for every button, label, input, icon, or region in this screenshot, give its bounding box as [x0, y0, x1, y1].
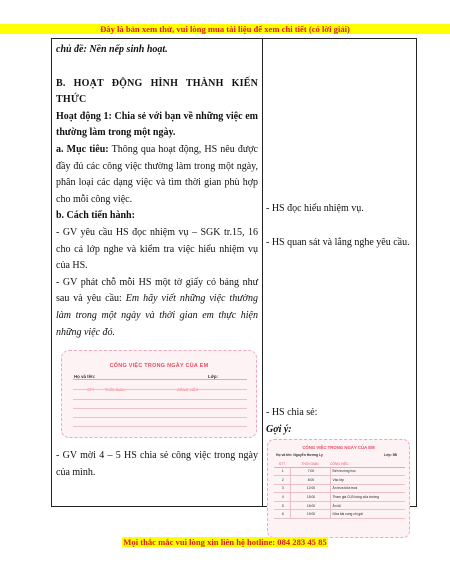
hint-label: Gợi ý:	[266, 424, 292, 435]
method-label: b. Cách tiến hành:	[56, 210, 135, 222]
teacher-activity-column	[56, 42, 258, 481]
sample-class: Lớp: 9B	[384, 453, 397, 457]
sample-col-stt: STT	[274, 461, 290, 467]
class-label: Lớp:	[208, 374, 218, 380]
blank-worksheet-card	[61, 350, 257, 438]
step-2-instruction: Em hãy viết những việc thường làm trong một ngày và thời gian em thực hiện những việc đó.	[56, 293, 258, 338]
sample-col-task: CÔNG VIỆC	[330, 461, 405, 467]
worksheet-grid	[73, 379, 247, 431]
step-1: - GV yêu cầu HS đọc nhiệm vụ – SGK tr.15, 16 cho cả lớp nghe và kiểm tra việc hiểu nhiệm vụ của HS.	[56, 226, 258, 272]
grid-line	[73, 426, 247, 427]
column-divider	[262, 39, 263, 506]
col-stt: STT	[87, 388, 95, 393]
topic-line: chủ đề: Nền nếp sinh hoạt.	[56, 44, 168, 55]
goal-paragraph	[56, 142, 258, 208]
table-row: 1 7:00 Đến trường học	[274, 467, 405, 476]
table-row: 6 19:00 Nửa bài cung chị gái	[274, 510, 405, 519]
sample-worksheet-card	[267, 439, 410, 538]
col-time: THỜI GIAN	[105, 388, 125, 393]
table-row: 4 15:00 Tham gia CLB bóng của trường	[274, 493, 405, 502]
goal-label: a. Mục tiêu:	[56, 143, 109, 155]
sample-name: Họ và tên: Nguyễn Hương Ly	[276, 453, 323, 457]
step-3: - GV mời 4 – 5 HS chia sẻ công việc trong ngày của mình.	[56, 450, 258, 478]
table-row: 5 18:00 Ăn tối	[274, 501, 405, 510]
sample-col-time: THỜI GIAN	[290, 461, 330, 467]
grid-line	[73, 399, 247, 400]
goal-text: Thông qua hoạt động, HS nêu được đầy đủ các công việc thường làm trong một ngày, phân loại các dạng việc và tìm thời gian phù hợp cho mỗi công việc.	[56, 143, 258, 205]
table-row: 2 8:00 Vào lớp	[274, 476, 405, 485]
step-2	[56, 275, 258, 341]
grid-line	[73, 417, 247, 418]
student-response-2: - HS quan sát và lắng nghe yêu cầu.	[266, 237, 410, 248]
student-response-1: - HS đọc hiểu nhiệm vụ.	[266, 203, 364, 214]
lesson-table	[51, 38, 417, 517]
preview-banner: Đây là bản xem thử, vui lòng mua tài liệu để xem chi tiết (có lời giải)	[0, 24, 450, 34]
grid-line	[73, 408, 247, 409]
grid-line	[73, 389, 247, 390]
student-response-3: - HS chia sẻ:	[266, 407, 318, 418]
worksheet-title: CÔNG VIỆC TRONG NGÀY CỦA EM	[109, 363, 209, 370]
sample-header	[276, 453, 403, 457]
name-label: Họ và tên:	[74, 374, 96, 380]
step-2-text: - GV phát chỗ mỗi HS một tờ giấy có bảng như sau và yêu cầu:	[56, 276, 258, 305]
sample-title: CÔNG VIỆC TRONG NGÀY CỦA EM	[302, 445, 375, 450]
hotline-banner: Mọi thắc mắc vui lòng xin liên hệ hotline: 084 283 45 85	[123, 537, 327, 547]
sample-table	[274, 461, 405, 519]
section-heading: B. HOẠT ĐỘNG HÌNH THÀNH KIẾN THỨC	[56, 77, 258, 106]
col-task: CÔNG VIỆC	[177, 388, 199, 393]
activity-title: Hoạt động 1: Chia sẻ với bạn về những việc em thường làm trong một ngày.	[56, 110, 258, 139]
table-row: 3 12:00 Ăn trưa bữa trưa	[274, 484, 405, 493]
